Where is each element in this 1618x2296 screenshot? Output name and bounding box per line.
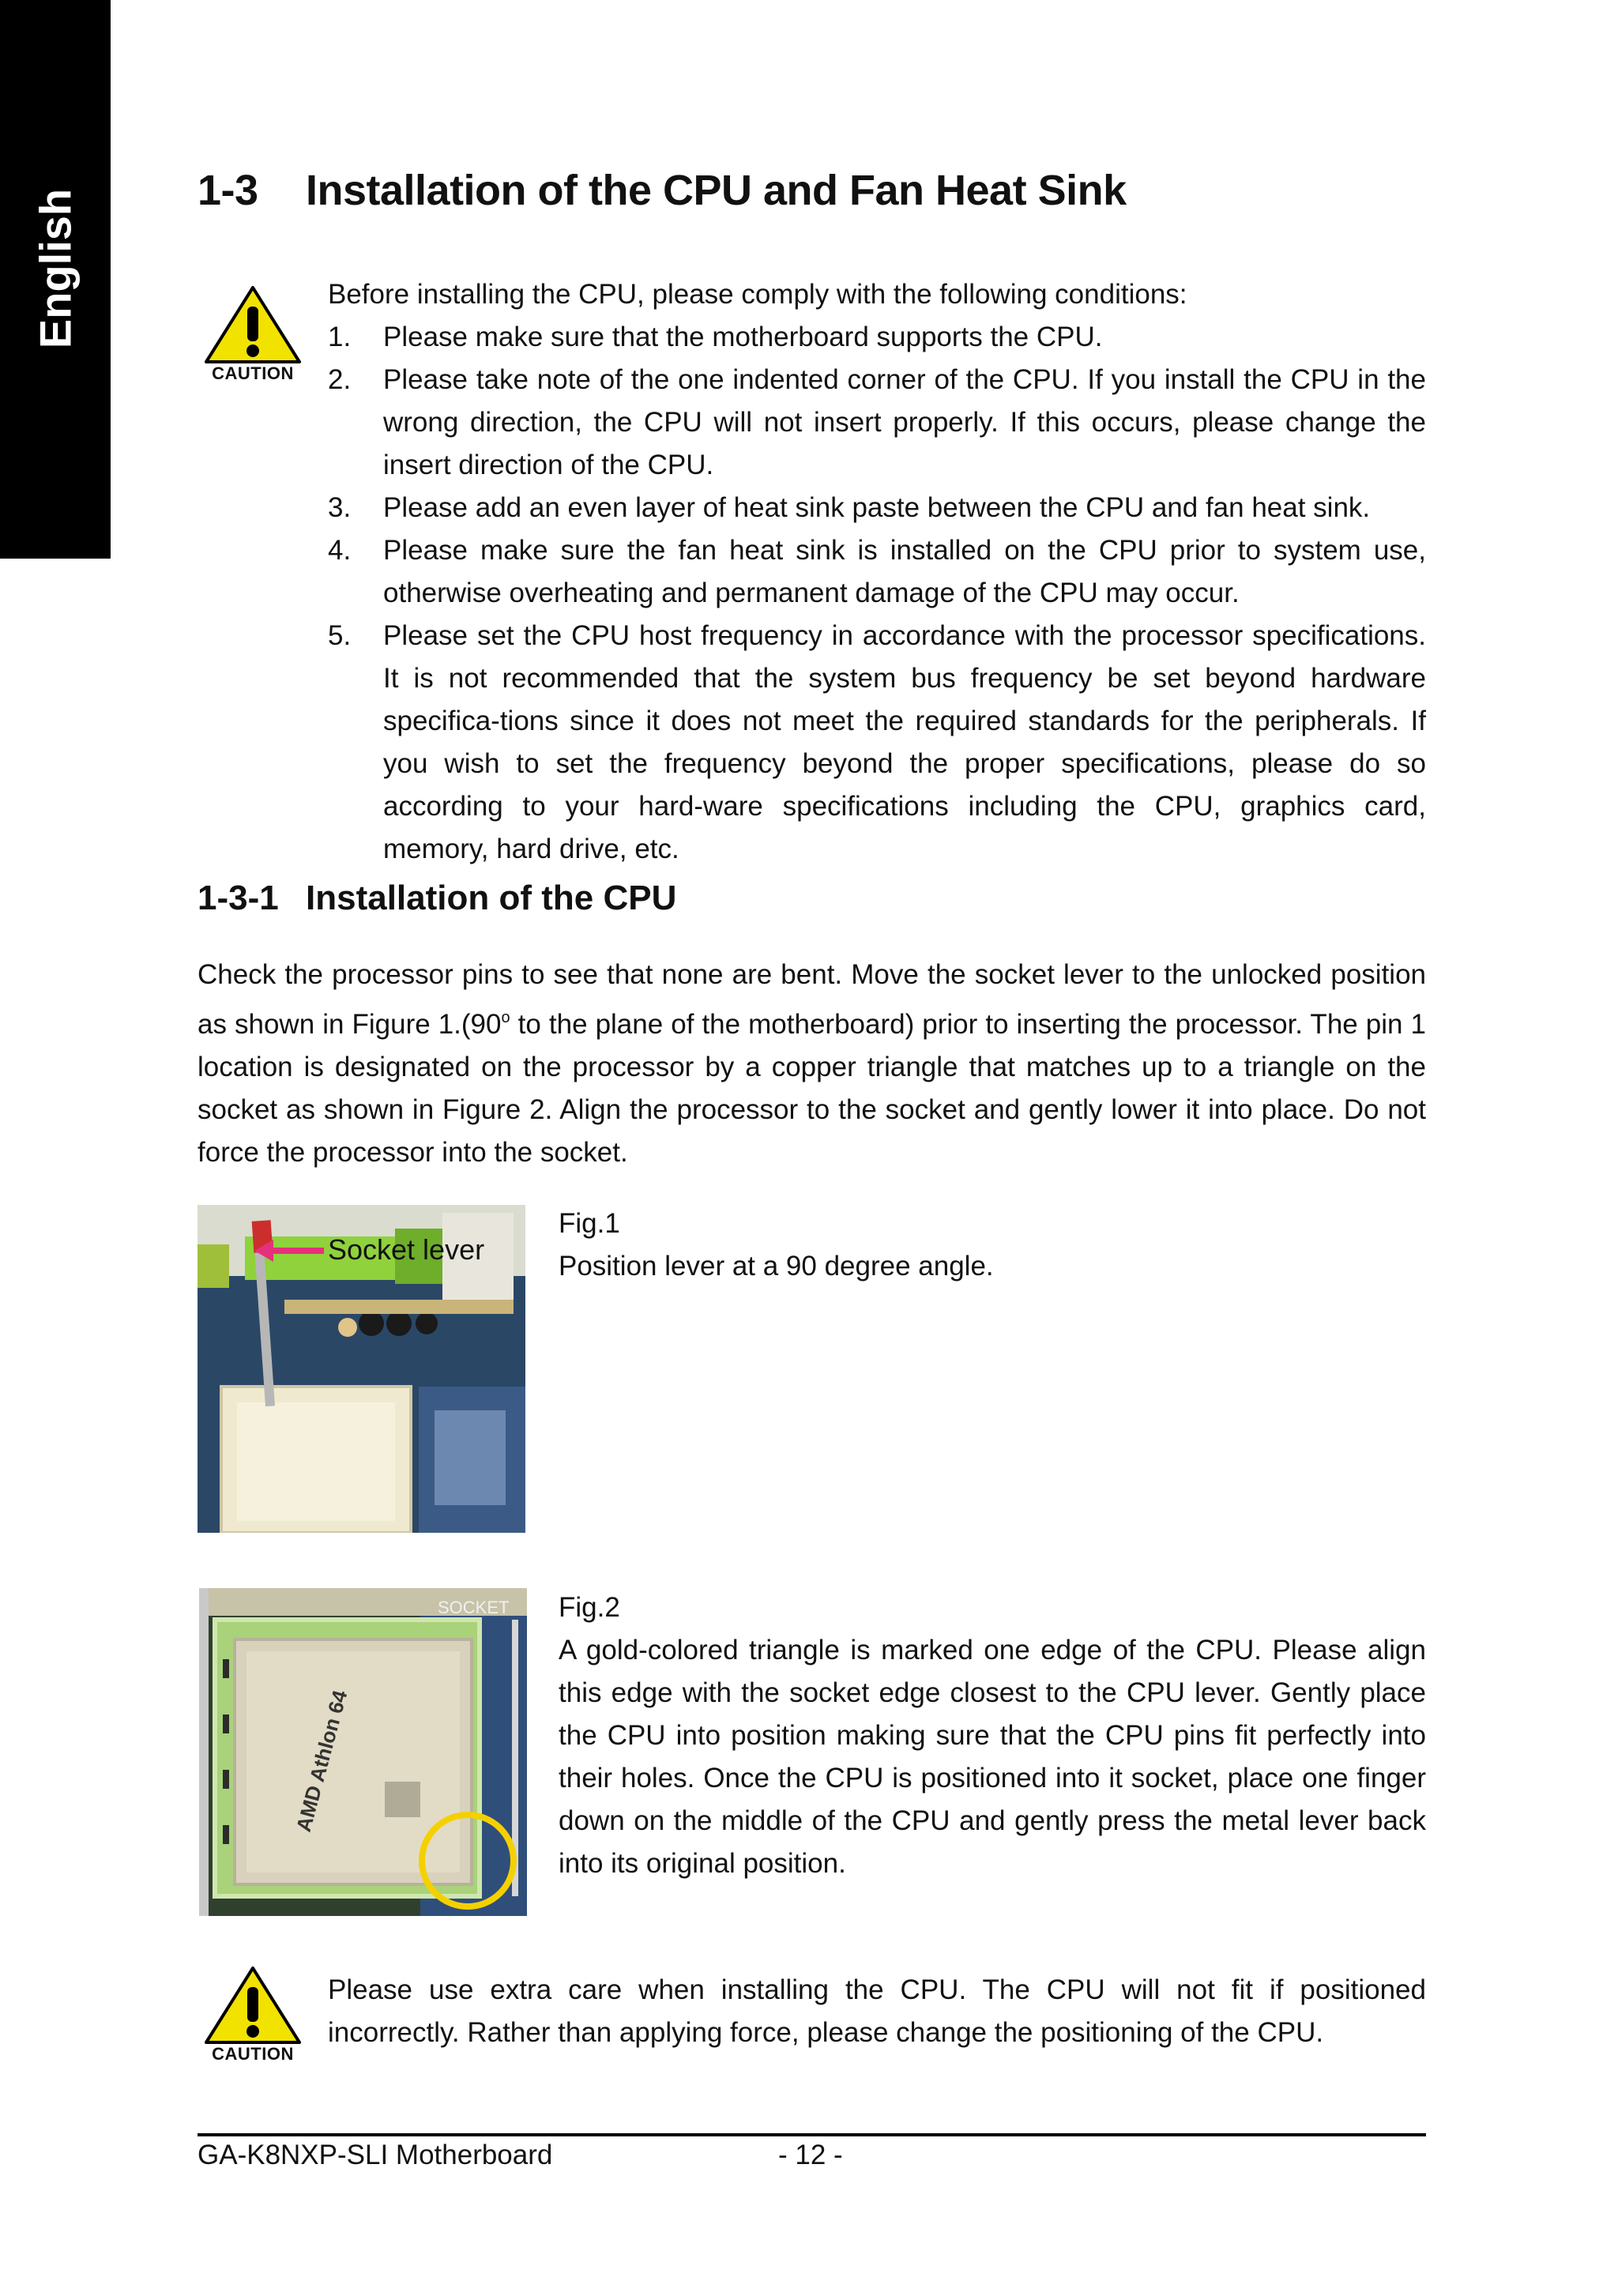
fig1-caption: Position lever at a 90 degree angle. (559, 1251, 994, 1282)
footer-rule (198, 2133, 1426, 2136)
instructions-part-2: to the plane of the motherboard) prior to inserting the processor. The pin 1 location is designated on the processor by a copper triangle that matches up to a triangle on the socket as shown in Figure 2. Align the processor to the socket and gently lower it into place. Do not force the processor into the socket. (198, 1009, 1426, 1168)
caution-icon (201, 1965, 304, 2044)
fig2-photo (199, 1588, 527, 1916)
fig2-label: Fig.2 (559, 1592, 620, 1623)
footer-model: GA-K8NXP-SLI Motherboard (198, 2140, 553, 2170)
subsection-number: 1-3-1 (198, 879, 279, 917)
list-item (328, 487, 1426, 529)
socket-lever-callout: Socket lever (328, 1233, 485, 1266)
instructions-paragraph (198, 954, 1426, 1174)
fig2-caption-block (559, 1586, 1426, 1885)
language-tab-label: English (30, 188, 81, 349)
section-number: 1-3 (198, 167, 258, 214)
fig1-caption-block (559, 1203, 1426, 1288)
list-item-number: 3. (328, 492, 352, 523)
subsection-title: Installation of the CPU (306, 879, 677, 917)
list-item-text: Please set the CPU host frequency in accordance with the processor specifications. It is not recommended that the system bus frequency be set beyond hardware specifica-tions since it does not meet the required standards for the peripherals. If you wish to set the frequency beyond the proper specifications, please do so according to your hard-ware specifications including the CPU, graphics card, memory, hard drive, etc. (383, 620, 1426, 864)
caution-block-bottom (201, 1965, 304, 2064)
caution-label: CAUTION (212, 2044, 294, 2064)
caution-label: CAUTION (212, 363, 294, 383)
list-item (328, 316, 1426, 359)
fig2-caption: A gold-colored triangle is marked one edge of the CPU. Please align this edge with the socket edge closest to the CPU lever. Gently place the CPU into position making sure that the CPU pins fit perfectly into their holes. Once the CPU is positioned into it socket, place one finger down on the middle of the CPU and gently press the metal lever back into its original position. (559, 1635, 1426, 1879)
page-number: - 12 - (778, 2140, 843, 2170)
list-item (328, 615, 1426, 871)
fig1-label: Fig.1 (559, 1208, 620, 1239)
caution-block-top (201, 284, 304, 383)
cpu-in-socket-illustration (199, 1588, 527, 1916)
section-title: Installation of the CPU and Fan Heat Sink (306, 167, 1127, 214)
instructions-part-1: Check the processor pins to see that none are bent. Move the socket lever to the unlocked position as shown in Figure 1.(90 (198, 959, 1426, 1040)
list-item-text: Please add an even layer of heat sink paste between the CPU and fan heat sink. (383, 492, 1371, 523)
conditions-intro: Before installing the CPU, please comply with the following conditions: (328, 279, 1187, 310)
warning-text: Please use extra care when installing the CPU. The CPU will not fit if positioned incorrectly. Rather than applying force, please change the positioning of the CPU. (328, 1974, 1426, 2048)
list-item-text: Please make sure that the motherboard supports the CPU. (383, 322, 1103, 352)
language-tab (0, 0, 111, 559)
list-item-number: 4. (328, 535, 352, 566)
caution-icon (201, 284, 304, 363)
list-item-number: 1. (328, 322, 352, 352)
chip-text: AMD Athlon 64 (291, 1688, 352, 1835)
list-item-text: Please take note of the one indented corner of the CPU. If you install the CPU in the wrong direction, the CPU will not insert properly. If this occurs, please change the insert direction of the CPU. (383, 364, 1426, 480)
list-item-text: Please make sure the fan heat sink is installed on the CPU prior to system use, otherwise overheating and permanent damage of the CPU may occur. (383, 535, 1426, 608)
list-item (328, 529, 1426, 615)
socket-text: SOCKET (438, 1598, 510, 1617)
list-item-number: 2. (328, 364, 352, 395)
fig1-photo (198, 1205, 525, 1533)
conditions-list (328, 316, 1426, 871)
list-item (328, 359, 1426, 487)
list-item-number: 5. (328, 620, 352, 651)
degree-symbol: o (501, 1009, 510, 1026)
